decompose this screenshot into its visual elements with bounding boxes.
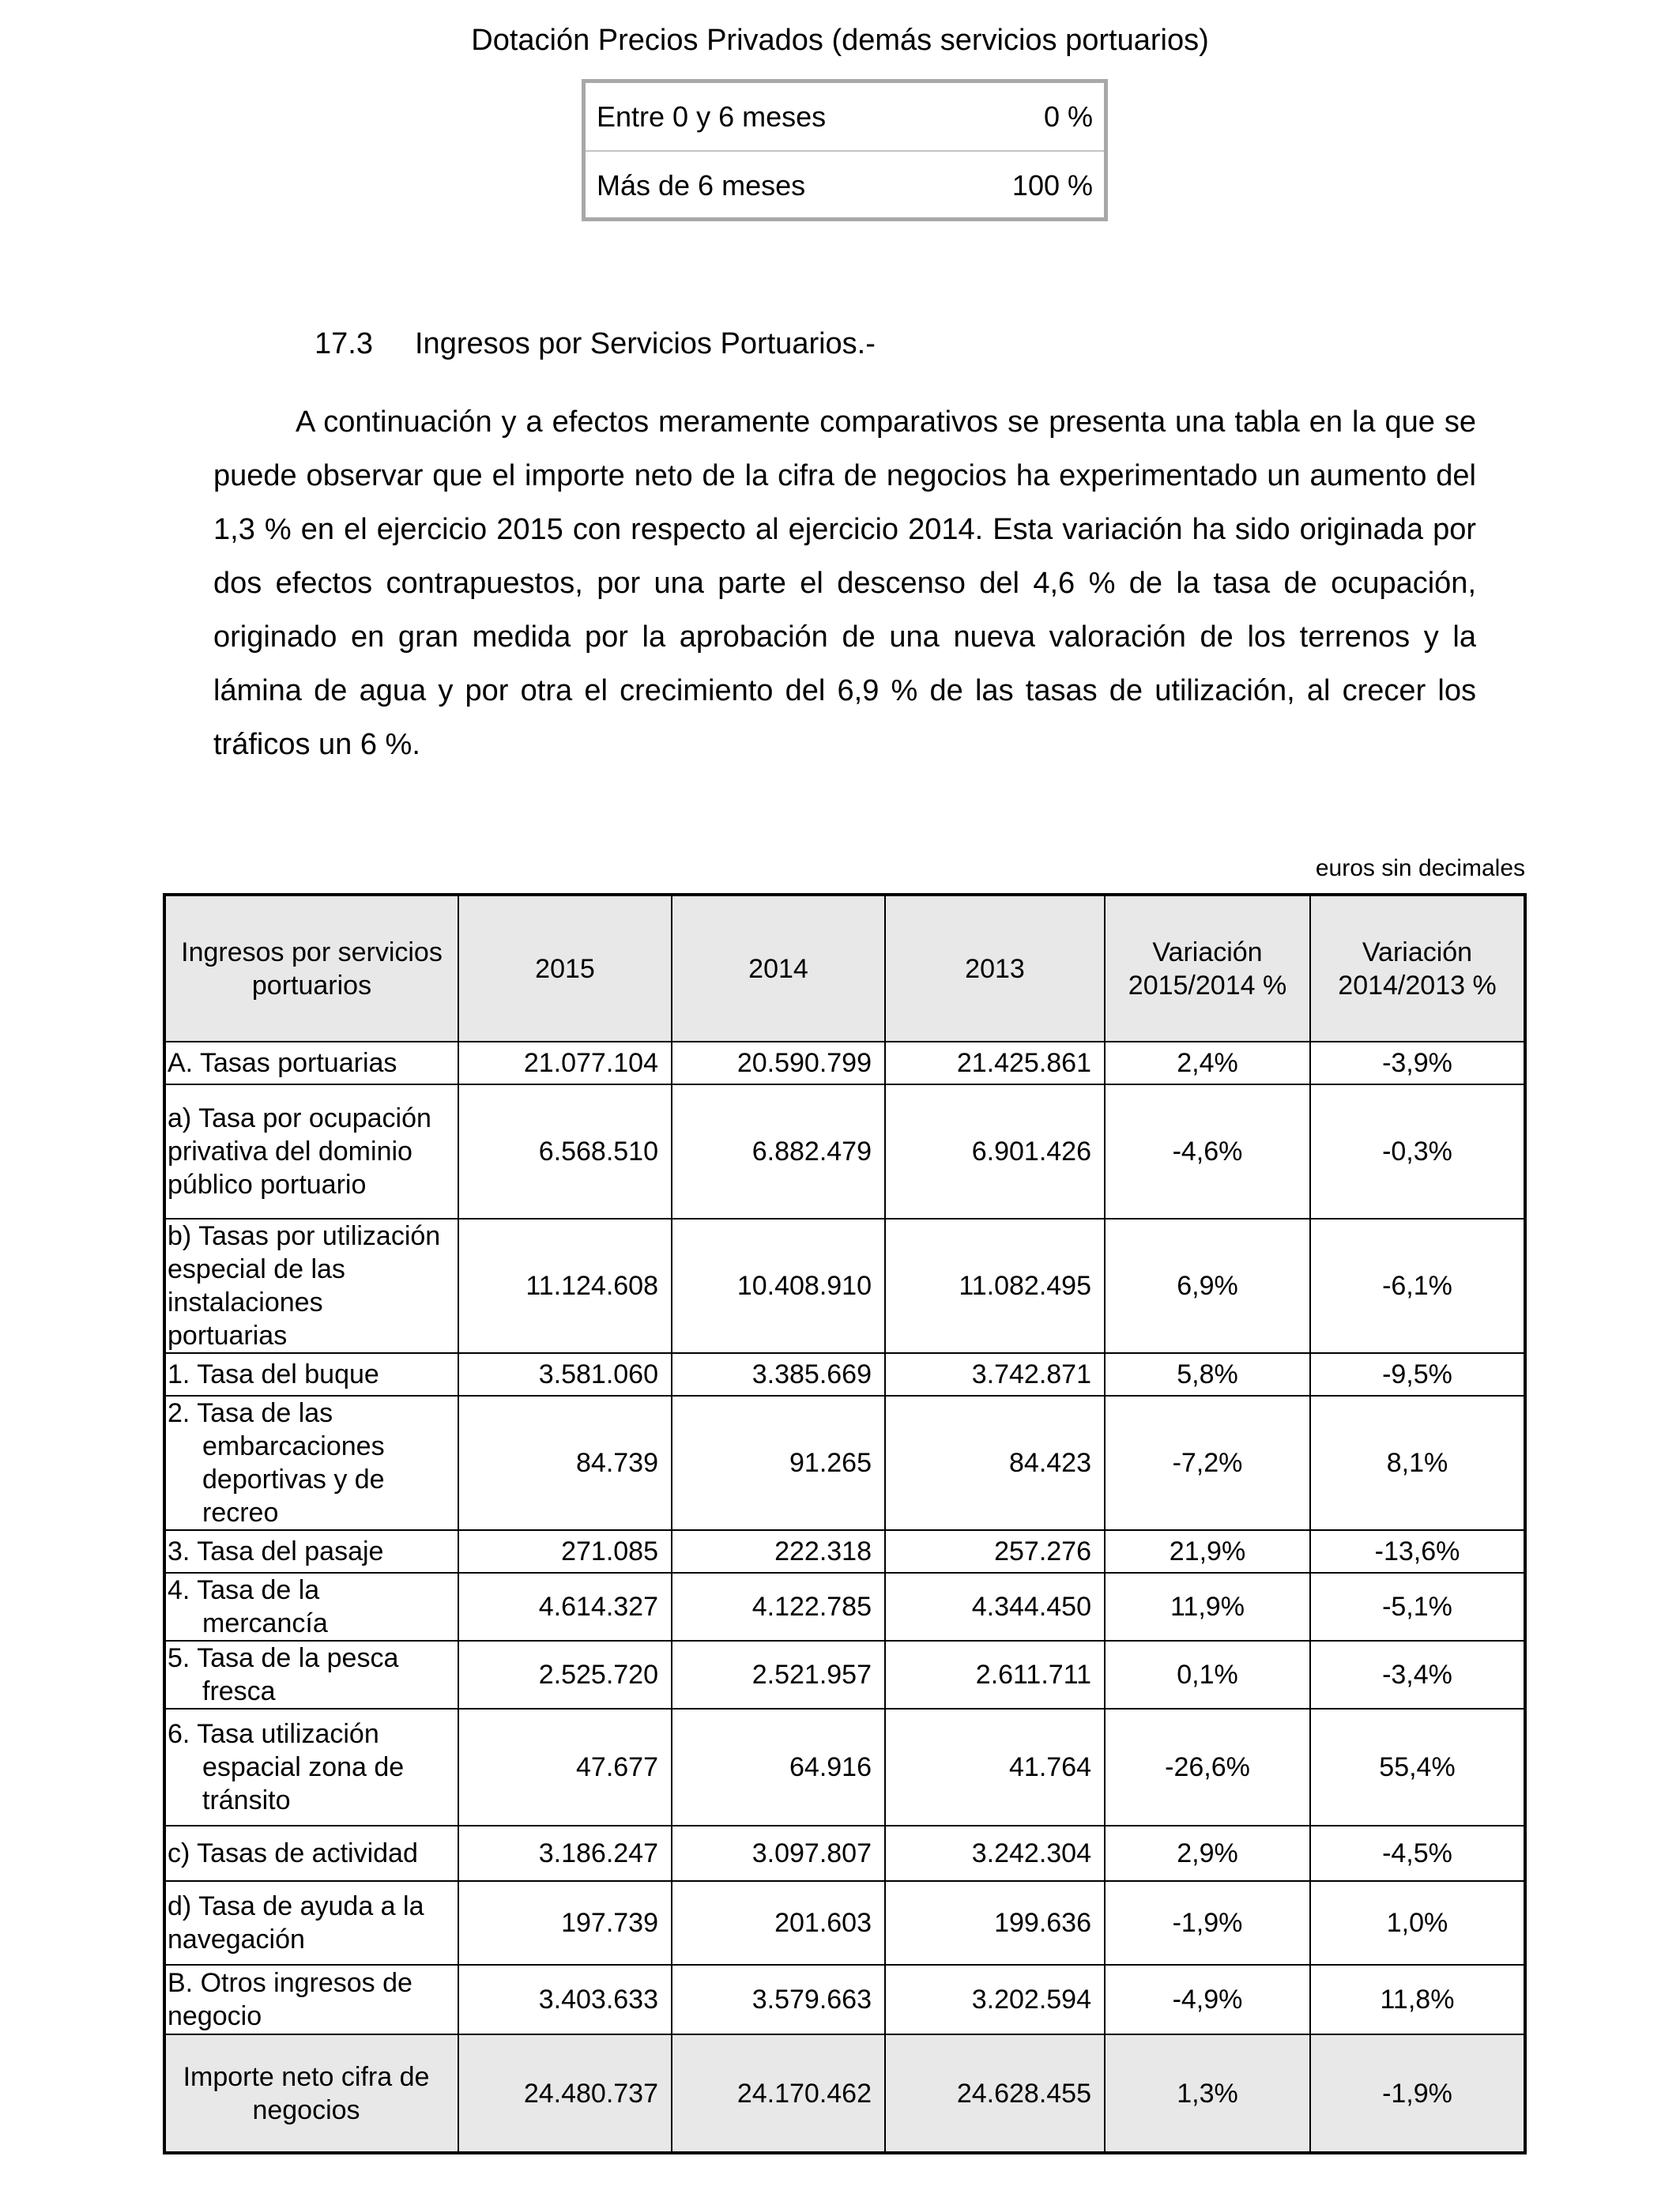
provision-value: 100 % bbox=[1011, 168, 1093, 202]
header-2015: 2015 bbox=[458, 895, 672, 1042]
table-row-total bbox=[164, 2034, 1525, 2153]
provision-table bbox=[582, 79, 1108, 221]
income-table bbox=[163, 893, 1527, 2154]
table-row bbox=[164, 1530, 1525, 1573]
cell-var-2015-2014: -1,9% bbox=[1105, 1881, 1310, 1965]
cell-2015: 11.124.608 bbox=[458, 1219, 672, 1353]
cell-var-2014-2013: 55,4% bbox=[1310, 1709, 1525, 1826]
cell-var-2015-2014: -26,6% bbox=[1105, 1709, 1310, 1826]
table-row bbox=[164, 1965, 1525, 2034]
cell-var-2014-2013: -4,5% bbox=[1310, 1826, 1525, 1881]
table-row bbox=[164, 1709, 1525, 1826]
cell-var-2014-2013: -13,6% bbox=[1310, 1530, 1525, 1573]
cell-2014: 3.579.663 bbox=[672, 1965, 885, 2034]
cell-2015: 3.581.060 bbox=[458, 1353, 672, 1396]
row-label: b) Tasas por utilización especial de las instalaciones portuarias bbox=[164, 1219, 458, 1353]
cell-var-2015-2014: 0,1% bbox=[1105, 1641, 1310, 1709]
cell-var-2014-2013: -5,1% bbox=[1310, 1573, 1525, 1641]
provision-label: Más de 6 meses bbox=[597, 168, 806, 202]
cell-2015: 24.480.737 bbox=[458, 2034, 672, 2153]
provision-row bbox=[586, 150, 1104, 219]
header-var-2014-2013: Variación 2014/2013 % bbox=[1310, 895, 1525, 1042]
cell-2013: 257.276 bbox=[885, 1530, 1105, 1573]
row-label: 5. Tasa de la pesca fresca bbox=[164, 1641, 458, 1709]
cell-var-2014-2013: 8,1% bbox=[1310, 1396, 1525, 1530]
cell-var-2015-2014: 5,8% bbox=[1105, 1353, 1310, 1396]
cell-var-2015-2014: 2,9% bbox=[1105, 1826, 1310, 1881]
cell-2014: 3.385.669 bbox=[672, 1353, 885, 1396]
cell-2014: 222.318 bbox=[672, 1530, 885, 1573]
row-label: Importe neto cifra de negocios bbox=[164, 2034, 458, 2153]
row-label: 3. Tasa del pasaje bbox=[164, 1530, 458, 1573]
section-title: Ingresos por Servicios Portuarios.- bbox=[415, 327, 876, 360]
cell-2013: 199.636 bbox=[885, 1881, 1105, 1965]
provision-title: Dotación Precios Privados (demás servicios portuarios) bbox=[471, 24, 1209, 57]
table-row bbox=[164, 1042, 1525, 1084]
cell-var-2015-2014: 1,3% bbox=[1105, 2034, 1310, 2153]
cell-2013: 21.425.861 bbox=[885, 1042, 1105, 1084]
table-row bbox=[164, 1881, 1525, 1965]
cell-2013: 3.202.594 bbox=[885, 1965, 1105, 2034]
provision-label: Entre 0 y 6 meses bbox=[597, 100, 827, 133]
provision-value: 0 % bbox=[1043, 100, 1093, 133]
table-row bbox=[164, 1353, 1525, 1396]
cell-2015: 6.568.510 bbox=[458, 1084, 672, 1219]
cell-var-2015-2014: -4,9% bbox=[1105, 1965, 1310, 2034]
header-2013: 2013 bbox=[885, 895, 1105, 1042]
cell-var-2014-2013: 1,0% bbox=[1310, 1881, 1525, 1965]
row-label: 6. Tasa utilización espacial zona de tránsito bbox=[164, 1709, 458, 1826]
header-var-2015-2014: Variación 2015/2014 % bbox=[1105, 895, 1310, 1042]
provision-row bbox=[586, 83, 1104, 150]
cell-2015: 3.186.247 bbox=[458, 1826, 672, 1881]
cell-2014: 10.408.910 bbox=[672, 1219, 885, 1353]
cell-var-2015-2014: 11,9% bbox=[1105, 1573, 1310, 1641]
cell-var-2015-2014: 2,4% bbox=[1105, 1042, 1310, 1084]
cell-var-2015-2014: -4,6% bbox=[1105, 1084, 1310, 1219]
cell-var-2014-2013: -3,9% bbox=[1310, 1042, 1525, 1084]
cell-var-2015-2014: -7,2% bbox=[1105, 1396, 1310, 1530]
cell-var-2014-2013: -6,1% bbox=[1310, 1219, 1525, 1353]
row-label: A. Tasas portuarias bbox=[164, 1042, 458, 1084]
section-paragraph: A continuación y a efectos meramente comparativos se presenta una tabla en la que se puede observar que el importe neto de la cifra de negocios ha experimentado un aumento del 1,3 % en el ejercicio 2015 con respecto al ejercicio 2014. Esta variación ha sido originada por dos efectos contrapuestos, por una parte el descenso del 4,6 % de la tasa de ocupación, originado en gran medida por la aprobación de una nueva valoración de los terrenos y la lámina de agua y por otra el crecimiento del 6,9 % de las tasas de utilización, al crecer los tráficos un 6 %. bbox=[213, 405, 1476, 761]
cell-2015: 21.077.104 bbox=[458, 1042, 672, 1084]
cell-var-2014-2013: 11,8% bbox=[1310, 1965, 1525, 2034]
cell-2013: 11.082.495 bbox=[885, 1219, 1105, 1353]
cell-2013: 24.628.455 bbox=[885, 2034, 1105, 2153]
cell-2015: 84.739 bbox=[458, 1396, 672, 1530]
table-header-row bbox=[164, 895, 1525, 1042]
cell-2013: 6.901.426 bbox=[885, 1084, 1105, 1219]
cell-2014: 6.882.479 bbox=[672, 1084, 885, 1219]
units-note: euros sin decimales bbox=[1315, 855, 1525, 881]
cell-2014: 20.590.799 bbox=[672, 1042, 885, 1084]
table-row bbox=[164, 1396, 1525, 1530]
cell-2015: 197.739 bbox=[458, 1881, 672, 1965]
cell-2014: 201.603 bbox=[672, 1881, 885, 1965]
table-row bbox=[164, 1219, 1525, 1353]
cell-2013: 4.344.450 bbox=[885, 1573, 1105, 1641]
table-row bbox=[164, 1084, 1525, 1219]
cell-var-2015-2014: 21,9% bbox=[1105, 1530, 1310, 1573]
row-label: c) Tasas de actividad bbox=[164, 1826, 458, 1881]
cell-2015: 3.403.633 bbox=[458, 1965, 672, 2034]
row-label: 2. Tasa de las embarcaciones deportivas y de recreo bbox=[164, 1396, 458, 1530]
table-row bbox=[164, 1641, 1525, 1709]
table-row bbox=[164, 1573, 1525, 1641]
header-concept: Ingresos por servicios portuarios bbox=[164, 895, 458, 1042]
row-label: 4. Tasa de la mercancía bbox=[164, 1573, 458, 1641]
cell-2015: 271.085 bbox=[458, 1530, 672, 1573]
cell-2014: 64.916 bbox=[672, 1709, 885, 1826]
cell-2015: 2.525.720 bbox=[458, 1641, 672, 1709]
cell-var-2014-2013: -9,5% bbox=[1310, 1353, 1525, 1396]
cell-2013: 84.423 bbox=[885, 1396, 1105, 1530]
row-label: 1. Tasa del buque bbox=[164, 1353, 458, 1396]
table-row bbox=[164, 1826, 1525, 1881]
cell-var-2015-2014: 6,9% bbox=[1105, 1219, 1310, 1353]
row-label: B. Otros ingresos de negocio bbox=[164, 1965, 458, 2034]
cell-2014: 24.170.462 bbox=[672, 2034, 885, 2153]
cell-2014: 3.097.807 bbox=[672, 1826, 885, 1881]
cell-2013: 41.764 bbox=[885, 1709, 1105, 1826]
section-heading bbox=[315, 327, 876, 361]
cell-var-2014-2013: -0,3% bbox=[1310, 1084, 1525, 1219]
cell-2013: 3.742.871 bbox=[885, 1353, 1105, 1396]
cell-var-2014-2013: -1,9% bbox=[1310, 2034, 1525, 2153]
cell-2015: 47.677 bbox=[458, 1709, 672, 1826]
cell-2014: 2.521.957 bbox=[672, 1641, 885, 1709]
cell-2013: 3.242.304 bbox=[885, 1826, 1105, 1881]
cell-2013: 2.611.711 bbox=[885, 1641, 1105, 1709]
header-2014: 2014 bbox=[672, 895, 885, 1042]
cell-2014: 91.265 bbox=[672, 1396, 885, 1530]
cell-2014: 4.122.785 bbox=[672, 1573, 885, 1641]
cell-var-2014-2013: -3,4% bbox=[1310, 1641, 1525, 1709]
row-label: d) Tasa de ayuda a la navegación bbox=[164, 1881, 458, 1965]
row-label: a) Tasa por ocupación privativa del dominio público portuario bbox=[164, 1084, 458, 1219]
cell-2015: 4.614.327 bbox=[458, 1573, 672, 1641]
section-number: 17.3 bbox=[315, 327, 373, 360]
